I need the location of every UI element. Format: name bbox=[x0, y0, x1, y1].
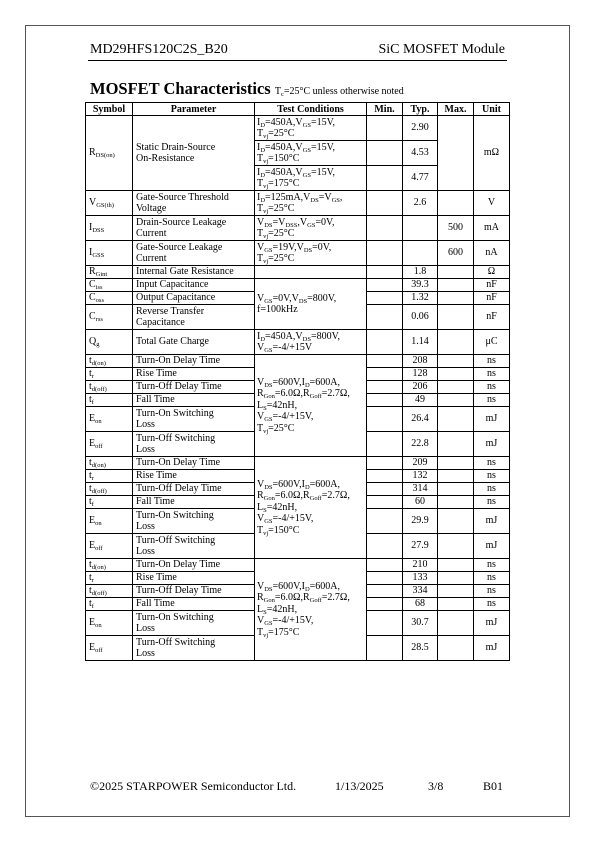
section-title bbox=[90, 79, 404, 99]
symbol-cell: $E_{off}$ bbox=[86, 534, 133, 559]
test-condition-cell: $I_D=450A,V_{GS}=15V$, $T_{vj}=150^\circ C$ bbox=[255, 141, 367, 166]
min-value-cell bbox=[367, 534, 403, 559]
parameter-cell: Rise Time bbox=[133, 572, 255, 585]
test-condition-cell: $I_D=450A,V_{GS}=15V$, $T_{vj}=25^\circ C$ bbox=[255, 116, 367, 141]
unit-cell: mJ bbox=[474, 534, 510, 559]
unit-cell: mJ bbox=[474, 509, 510, 534]
unit-cell: mJ bbox=[474, 636, 510, 661]
typ-value-cell: 128 bbox=[403, 368, 438, 381]
min-value-cell bbox=[367, 483, 403, 496]
test-condition-cell: $I_D=125mA,V_{DS}=V_{GS}$, $T_{vj}=25^\circ C$ bbox=[255, 191, 367, 216]
table-row bbox=[86, 559, 510, 572]
typ-value-cell: 49 bbox=[403, 394, 438, 407]
min-value-cell bbox=[367, 407, 403, 432]
typ-value-cell: 133 bbox=[403, 572, 438, 585]
symbol-cell: $E_{on}$ bbox=[86, 611, 133, 636]
max-value-cell bbox=[438, 407, 474, 432]
test-condition-cell: $V_{GS}=0V,V_{DS}=800V$, f=100kHz bbox=[255, 279, 367, 330]
min-value-cell bbox=[367, 266, 403, 279]
max-value-cell bbox=[438, 598, 474, 611]
symbol-cell: $C_{rss}$ bbox=[86, 305, 133, 330]
typ-value-cell bbox=[403, 241, 438, 266]
typ-value-cell: 334 bbox=[403, 585, 438, 598]
typ-value-cell: 206 bbox=[403, 381, 438, 394]
unit-cell: nF bbox=[474, 279, 510, 292]
footer-page-number: 3/8 bbox=[428, 779, 444, 793]
unit-cell: nF bbox=[474, 292, 510, 305]
min-value-cell bbox=[367, 305, 403, 330]
symbol-cell: $t_r$ bbox=[86, 470, 133, 483]
test-condition-cell: $V_{DS}=600V,I_D=600A$, $R_{Gon}=6.0\Omega,R_{Goff}=2.7\Omega$, $L_S=42nH$, $V_{GS}=-4/+15V$, $T_{vj}=150^\circ C$ bbox=[255, 457, 367, 559]
symbol-cell: $C_{oss}$ bbox=[86, 292, 133, 305]
max-value-cell: 500 bbox=[438, 216, 474, 241]
typ-value-cell: 4.53 bbox=[403, 141, 438, 166]
min-value-cell bbox=[367, 292, 403, 305]
table-row bbox=[86, 241, 510, 266]
parameter-cell: Turn-On Switching Loss bbox=[133, 407, 255, 432]
table-row bbox=[86, 279, 510, 292]
test-condition-cell: $V_{DS}=600V,I_D=600A$, $R_{Gon}=6.0\Omega,R_{Goff}=2.7\Omega$, $L_S=42nH$, $V_{GS}=-4/+15V$, $T_{vj}=25^\circ C$ bbox=[255, 355, 367, 457]
symbol-cell: $E_{off}$ bbox=[86, 636, 133, 661]
typ-value-cell: 1.32 bbox=[403, 292, 438, 305]
max-value-cell bbox=[438, 279, 474, 292]
col-header-parameter: Parameter bbox=[133, 103, 255, 116]
parameter-cell: Turn-Off Switching Loss bbox=[133, 636, 255, 661]
parameter-cell: Gate-Source Threshold Voltage bbox=[133, 191, 255, 216]
table-row bbox=[86, 266, 510, 279]
min-value-cell bbox=[367, 141, 403, 166]
col-header-unit: Unit bbox=[474, 103, 510, 116]
footer-copyright: ©2025 STARPOWER Semiconductor Ltd. bbox=[90, 779, 297, 793]
product-type: SiC MOSFET Module bbox=[378, 42, 505, 57]
table-row bbox=[86, 330, 510, 355]
table-header-row bbox=[86, 103, 510, 116]
typ-value-cell bbox=[403, 216, 438, 241]
max-value-cell bbox=[438, 457, 474, 470]
parameter-cell: Turn-Off Switching Loss bbox=[133, 534, 255, 559]
max-value-cell bbox=[438, 534, 474, 559]
typ-value-cell: 60 bbox=[403, 496, 438, 509]
typ-value-cell: 68 bbox=[403, 598, 438, 611]
parameter-cell: Turn-On Delay Time bbox=[133, 559, 255, 572]
test-condition-cell: $I_D=450A,V_{GS}=15V$, $T_{vj}=175^\circ C$ bbox=[255, 166, 367, 191]
unit-cell: Ω bbox=[474, 266, 510, 279]
typ-value-cell: 210 bbox=[403, 559, 438, 572]
min-value-cell bbox=[367, 457, 403, 470]
col-header-max: Max. bbox=[438, 103, 474, 116]
max-value-cell bbox=[438, 559, 474, 572]
symbol-cell: $I_{GSS}$ bbox=[86, 241, 133, 266]
max-value-cell bbox=[438, 509, 474, 534]
unit-cell: mJ bbox=[474, 407, 510, 432]
unit-cell: nF bbox=[474, 305, 510, 330]
document-id: MD29HFS120C2S_B20 bbox=[90, 42, 228, 57]
parameter-cell: Drain-Source Leakage Current bbox=[133, 216, 255, 241]
typ-value-cell: 1.8 bbox=[403, 266, 438, 279]
parameter-cell: Gate-Source Leakage Current bbox=[133, 241, 255, 266]
min-value-cell bbox=[367, 611, 403, 636]
parameter-cell: Turn-Off Switching Loss bbox=[133, 432, 255, 457]
min-value-cell bbox=[367, 330, 403, 355]
symbol-cell: $E_{on}$ bbox=[86, 407, 133, 432]
max-value-cell bbox=[438, 432, 474, 457]
parameter-cell: Fall Time bbox=[133, 598, 255, 611]
col-header-test-conditions: Test Conditions bbox=[255, 103, 367, 116]
unit-cell: ns bbox=[474, 394, 510, 407]
min-value-cell bbox=[367, 166, 403, 191]
mosfet-characteristics-table bbox=[85, 102, 510, 661]
min-value-cell bbox=[367, 279, 403, 292]
parameter-cell: Turn-On Switching Loss bbox=[133, 611, 255, 636]
parameter-cell: Turn-On Delay Time bbox=[133, 355, 255, 368]
symbol-cell: $R_{Gint}$ bbox=[86, 266, 133, 279]
parameter-cell: Reverse Transfer Capacitance bbox=[133, 305, 255, 330]
symbol-cell: $t_f$ bbox=[86, 496, 133, 509]
parameter-cell: Total Gate Charge bbox=[133, 330, 255, 355]
min-value-cell bbox=[367, 585, 403, 598]
symbol-cell: $I_{DSS}$ bbox=[86, 216, 133, 241]
typ-value-cell: 28.5 bbox=[403, 636, 438, 661]
unit-cell: ns bbox=[474, 483, 510, 496]
unit-cell: mA bbox=[474, 216, 510, 241]
max-value-cell bbox=[438, 305, 474, 330]
unit-cell: ns bbox=[474, 368, 510, 381]
max-value-cell bbox=[438, 116, 474, 191]
typ-value-cell: 209 bbox=[403, 457, 438, 470]
min-value-cell bbox=[367, 355, 403, 368]
unit-cell: mJ bbox=[474, 611, 510, 636]
footer-revision: B01 bbox=[483, 779, 504, 793]
parameter-cell: Output Capacitance bbox=[133, 292, 255, 305]
max-value-cell bbox=[438, 266, 474, 279]
unit-cell: ns bbox=[474, 559, 510, 572]
parameter-cell: Static Drain-Source On-Resistance bbox=[133, 116, 255, 191]
unit-cell: ns bbox=[474, 355, 510, 368]
typ-value-cell: 132 bbox=[403, 470, 438, 483]
unit-cell: mJ bbox=[474, 432, 510, 457]
min-value-cell bbox=[367, 116, 403, 141]
table-body bbox=[86, 116, 510, 661]
max-value-cell bbox=[438, 611, 474, 636]
test-condition-cell: $I_D=450A,V_{DS}=800V$, $V_{GS}=-4/+15V$ bbox=[255, 330, 367, 355]
typ-value-cell: 1.14 bbox=[403, 330, 438, 355]
symbol-cell: $C_{iss}$ bbox=[86, 279, 133, 292]
parameter-cell: Fall Time bbox=[133, 496, 255, 509]
table-row bbox=[86, 216, 510, 241]
symbol-cell: $t_{d(off)}$ bbox=[86, 585, 133, 598]
parameter-cell: Fall Time bbox=[133, 394, 255, 407]
unit-cell: ns bbox=[474, 598, 510, 611]
min-value-cell bbox=[367, 394, 403, 407]
test-condition-cell: $V_{DS}=V_{DSS},V_{GS}=0V$, $T_{vj}=25^\circ C$ bbox=[255, 216, 367, 241]
parameter-cell: Turn-On Delay Time bbox=[133, 457, 255, 470]
max-value-cell bbox=[438, 381, 474, 394]
max-value-cell bbox=[438, 330, 474, 355]
typ-value-cell: 4.77 bbox=[403, 166, 438, 191]
parameter-cell: Internal Gate Resistance bbox=[133, 266, 255, 279]
symbol-cell: $t_{d(on)}$ bbox=[86, 559, 133, 572]
unit-cell: V bbox=[474, 191, 510, 216]
min-value-cell bbox=[367, 559, 403, 572]
max-value-cell bbox=[438, 191, 474, 216]
typ-value-cell: 39.3 bbox=[403, 279, 438, 292]
symbol-cell: $t_r$ bbox=[86, 572, 133, 585]
min-value-cell bbox=[367, 636, 403, 661]
unit-cell: ns bbox=[474, 585, 510, 598]
min-value-cell bbox=[367, 432, 403, 457]
unit-cell: ns bbox=[474, 470, 510, 483]
min-value-cell bbox=[367, 381, 403, 394]
typ-value-cell: 2.90 bbox=[403, 116, 438, 141]
parameter-cell: Rise Time bbox=[133, 470, 255, 483]
typ-value-cell: 22.8 bbox=[403, 432, 438, 457]
test-condition-cell bbox=[255, 266, 367, 279]
unit-cell: nA bbox=[474, 241, 510, 266]
min-value-cell bbox=[367, 368, 403, 381]
max-value-cell: 600 bbox=[438, 241, 474, 266]
unit-cell: ns bbox=[474, 572, 510, 585]
symbol-cell: $R_{DS(on)}$ bbox=[86, 116, 133, 191]
max-value-cell bbox=[438, 496, 474, 509]
max-value-cell bbox=[438, 368, 474, 381]
min-value-cell bbox=[367, 496, 403, 509]
max-value-cell bbox=[438, 585, 474, 598]
max-value-cell bbox=[438, 636, 474, 661]
typ-value-cell: 2.6 bbox=[403, 191, 438, 216]
symbol-cell: $Q_g$ bbox=[86, 330, 133, 355]
max-value-cell bbox=[438, 483, 474, 496]
min-value-cell bbox=[367, 572, 403, 585]
max-value-cell bbox=[438, 292, 474, 305]
typ-value-cell: 29.9 bbox=[403, 509, 438, 534]
unit-cell: ns bbox=[474, 381, 510, 394]
symbol-cell: $t_{d(on)}$ bbox=[86, 355, 133, 368]
parameter-cell: Turn-Off Delay Time bbox=[133, 585, 255, 598]
max-value-cell bbox=[438, 470, 474, 483]
typ-value-cell: 26.4 bbox=[403, 407, 438, 432]
symbol-cell: $V_{GS(th)}$ bbox=[86, 191, 133, 216]
unit-cell: μC bbox=[474, 330, 510, 355]
typ-value-cell: 30.7 bbox=[403, 611, 438, 636]
unit-cell: mΩ bbox=[474, 116, 510, 191]
min-value-cell bbox=[367, 470, 403, 483]
test-condition-cell: $V_{GS}=19V,V_{DS}=0V$, $T_{vj}=25^\circ C$ bbox=[255, 241, 367, 266]
footer-date: 1/13/2025 bbox=[335, 779, 384, 793]
typ-value-cell: 0.06 bbox=[403, 305, 438, 330]
parameter-cell: Turn-Off Delay Time bbox=[133, 381, 255, 394]
max-value-cell bbox=[438, 355, 474, 368]
min-value-cell bbox=[367, 191, 403, 216]
typ-value-cell: 314 bbox=[403, 483, 438, 496]
parameter-cell: Input Capacitance bbox=[133, 279, 255, 292]
typ-value-cell: 208 bbox=[403, 355, 438, 368]
min-value-cell bbox=[367, 509, 403, 534]
table-row bbox=[86, 457, 510, 470]
table-row bbox=[86, 355, 510, 368]
col-header-typ: Typ. bbox=[403, 103, 438, 116]
max-value-cell bbox=[438, 394, 474, 407]
typ-value-cell: 27.9 bbox=[403, 534, 438, 559]
table-row bbox=[86, 116, 510, 141]
min-value-cell bbox=[367, 216, 403, 241]
parameter-cell: Turn-On Switching Loss bbox=[133, 509, 255, 534]
table-row bbox=[86, 191, 510, 216]
symbol-cell: $t_r$ bbox=[86, 368, 133, 381]
col-header-symbol: Symbol bbox=[86, 103, 133, 116]
symbol-cell: $t_{d(on)}$ bbox=[86, 457, 133, 470]
min-value-cell bbox=[367, 241, 403, 266]
parameter-cell: Turn-Off Delay Time bbox=[133, 483, 255, 496]
parameter-cell: Rise Time bbox=[133, 368, 255, 381]
test-condition-cell: $V_{DS}=600V,I_D=600A$, $R_{Gon}=6.0\Omega,R_{Goff}=2.7\Omega$, $L_S=42nH$, $V_{GS}=-4/+15V$, $T_{vj}=175^\circ C$ bbox=[255, 559, 367, 661]
unit-cell: ns bbox=[474, 496, 510, 509]
section-note: $T_c=25^\circ C$ unless otherwise noted bbox=[274, 86, 404, 98]
header-rule bbox=[88, 60, 507, 61]
symbol-cell: $E_{on}$ bbox=[86, 509, 133, 534]
min-value-cell bbox=[367, 598, 403, 611]
symbol-cell: $t_f$ bbox=[86, 598, 133, 611]
section-title-text: MOSFET Characteristics bbox=[90, 79, 271, 98]
symbol-cell: $t_{d(off)}$ bbox=[86, 483, 133, 496]
max-value-cell bbox=[438, 572, 474, 585]
col-header-min: Min. bbox=[367, 103, 403, 116]
unit-cell: ns bbox=[474, 457, 510, 470]
symbol-cell: $t_f$ bbox=[86, 394, 133, 407]
symbol-cell: $E_{off}$ bbox=[86, 432, 133, 457]
symbol-cell: $t_{d(off)}$ bbox=[86, 381, 133, 394]
